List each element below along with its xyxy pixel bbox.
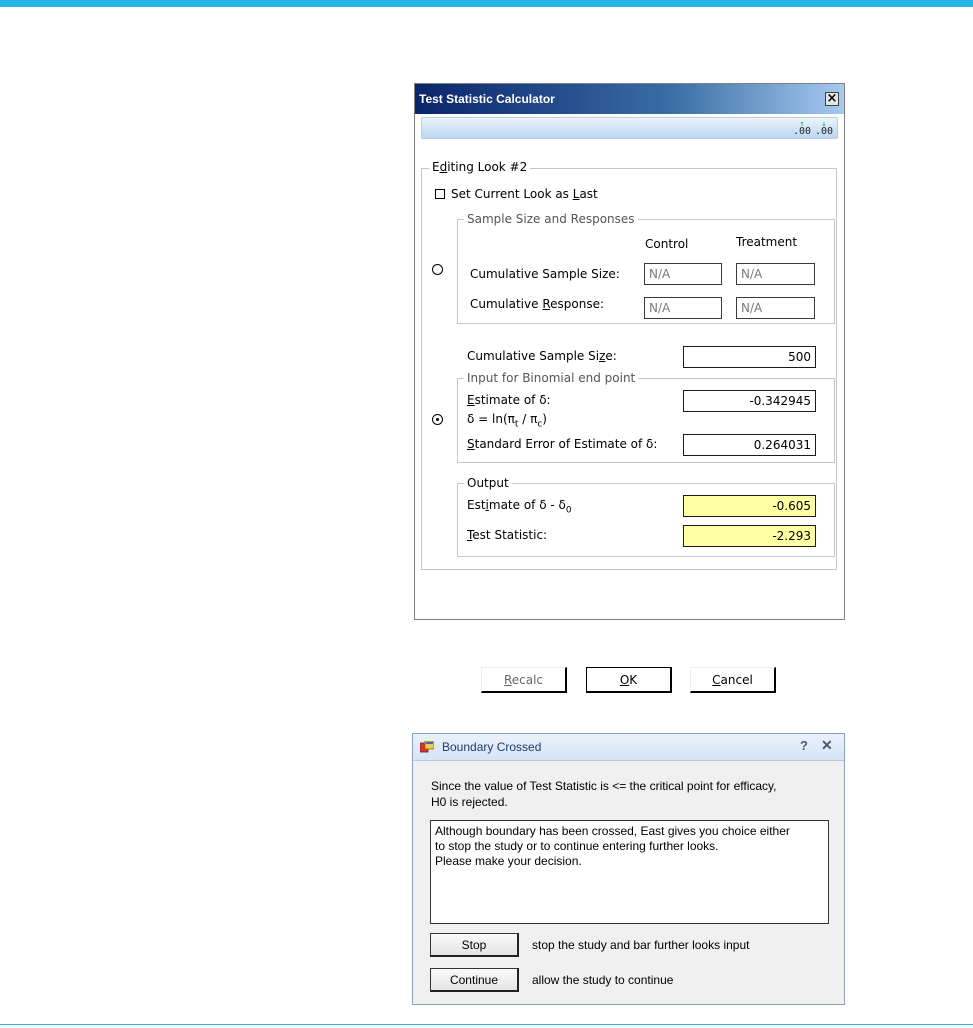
binomial-input-legend: Input for Binomial end point [464, 371, 638, 385]
standard-error-field[interactable]: 0.264031 [683, 434, 816, 456]
delta-formula: $\delta = \ln(\pi_t / \pi_c)$ [467, 412, 547, 430]
cumulative-sample-size-label-2: Cumulative Sample Size: [467, 349, 617, 363]
info-line-2: to stop the study or to continue entering further looks. [435, 839, 719, 853]
rejection-message-line-2: H0 is rejected. [431, 795, 508, 809]
info-line-1: Although boundary has been crossed, East gives you choice either [435, 824, 790, 838]
estimate-delta-field[interactable]: -0.342945 [683, 390, 816, 412]
treatment-column-header: Treatment [736, 235, 798, 249]
boundary-title: Boundary Crossed [442, 740, 542, 754]
continue-button[interactable]: Continue [430, 968, 519, 992]
close-icon: × [826, 91, 838, 106]
info-line-3: Please make your decision. [435, 854, 582, 868]
cumulative-sample-size-label: Cumulative Sample Size: [470, 267, 620, 281]
close-icon[interactable]: ✕ [821, 737, 833, 753]
standard-error-label: Standard Error of Estimate of δ: [467, 437, 658, 451]
sample-size-control-field[interactable]: N/A [644, 263, 722, 285]
cancel-button[interactable]: Cancel [690, 667, 776, 693]
rejection-message-line-1: Since the value of Test Statistic is <= the critical point for efficacy, [431, 779, 777, 793]
sample-size-responses-legend: Sample Size and Responses [464, 212, 638, 226]
cumulative-response-label: Cumulative Response: [470, 297, 605, 311]
top-accent-bar [0, 0, 973, 7]
set-current-look-checkbox[interactable] [435, 189, 445, 199]
bottom-accent-line [0, 1024, 973, 1025]
test-statistic-output: -2.293 [683, 525, 816, 547]
sample-size-responses-radio[interactable] [432, 264, 443, 275]
estimate-diff-label: Estimate of δ - $\delta_0$ [467, 498, 572, 516]
radio-selected-dot [436, 418, 439, 421]
app-window-icon [420, 741, 434, 753]
rejection-message [431, 778, 831, 810]
decrease-decimals-icon[interactable]: ↓ .00 [815, 119, 834, 137]
info-textbox[interactable] [430, 820, 829, 924]
control-column-header: Control [645, 237, 689, 251]
stop-button[interactable]: Stop [430, 933, 519, 957]
recalc-button[interactable]: Recalc [481, 667, 567, 693]
calc-title: Test Statistic Calculator [419, 92, 555, 106]
calc-toolbar [421, 117, 838, 139]
test-statistic-calculator-dialog [414, 83, 845, 687]
response-control-field[interactable]: N/A [644, 297, 722, 319]
continue-description: allow the study to continue [532, 973, 674, 987]
test-statistic-label: Test Statistic: [467, 528, 548, 542]
editing-look-legend: Editing Look #2 [429, 160, 530, 174]
increase-decimals-icon[interactable]: ↑ .00 [793, 119, 812, 137]
output-legend: Output [464, 476, 512, 490]
ok-button[interactable]: OK [586, 667, 672, 693]
boundary-titlebar[interactable] [413, 734, 844, 761]
set-current-look-label[interactable]: Set Current Look as Last [451, 187, 598, 201]
help-icon[interactable]: ? [800, 738, 808, 753]
calc-titlebar[interactable] [415, 84, 844, 114]
stop-description: stop the study and bar further looks input [532, 938, 750, 952]
calc-close-button[interactable] [825, 92, 839, 106]
sample-size-treatment-field[interactable]: N/A [736, 263, 815, 285]
cumulative-sample-size-field[interactable]: 500 [683, 346, 816, 368]
estimate-delta-label: Estimate of δ: [467, 393, 551, 407]
estimate-diff-output: -0.605 [683, 495, 816, 517]
boundary-crossed-dialog [412, 733, 845, 1005]
binomial-input-radio[interactable] [432, 414, 443, 425]
response-treatment-field[interactable]: N/A [736, 297, 815, 319]
